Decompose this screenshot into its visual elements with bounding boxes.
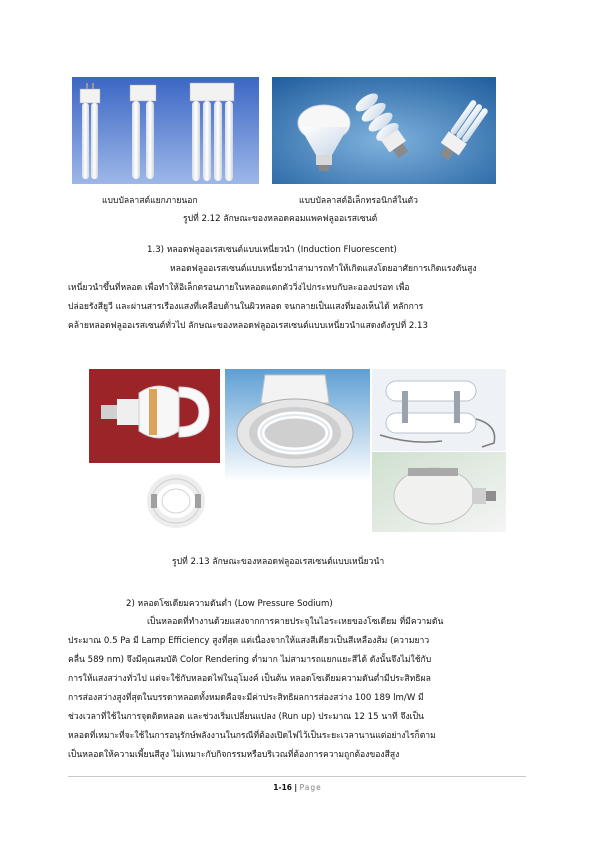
section-1-3-heading: 1.3) หลอดฟลูออเรสเซนต์แบบเหนี่ยวนำ (Induction Fluorescent)	[147, 245, 397, 255]
section-2-heading: 2) หลอดโซเดียมความดันต่ำ (Low Pressure Sodium)	[126, 599, 333, 609]
figure-2-12-right-label: แบบบัลลาสต์อิเล็กทรอนิกส์ในตัว	[299, 196, 418, 206]
cfl-external-ballast-photo	[72, 77, 259, 184]
figure-2-12-left-label: แบบบัลลาสต์แยกภายนอก	[102, 196, 198, 206]
paragraph-line: เป็นหลอดให้ความเพี้ยนสีสูง ไม่เหมาะกับกิจกรรมหรือบริเวณที่ต้องการความถูกต้องของสีสูง	[68, 750, 400, 760]
page-number: 1-16	[273, 783, 293, 792]
figure-2-13-caption: รูปที่ 2.13 ลักษณะของหลอดฟลูออเรสเซนต์แบบเหนี่ยวนำ	[172, 557, 385, 567]
page-footer	[0, 783, 595, 792]
paragraph-line: เป็นหลอดที่ทำงานด้วยแสงจากการคายประจุในไอระเหยของโซเดียม ที่มีความดัน	[147, 617, 444, 627]
paragraph-line: การส่องสว่างสูงที่สุดในบรรดาหลอดทั้งหมดคือจะมีค่าประสิทธิผลการส่องสว่าง 100 189 lm/W มี	[68, 693, 424, 703]
footer-divider	[68, 776, 526, 777]
paragraph-line: เหนี่ยวนำขึ้นที่หลอด เพื่อทำให้อิเล็กตรอนภายในหลอดแตกตัววิ่งไปกระทบกับละอองปรอท เพื่อ	[68, 283, 410, 293]
paragraph-line: ประมาณ 0.5 Pa มี Lamp Efficiency สูงที่สุด แต่เนื่องจากให้แสงสีเดียวเป็นสีเหลืองส้ม (ความยาว	[68, 636, 430, 646]
paragraph-line: การให้แสงสว่างทั่วไป แต่จะใช้กับหลอดไฟในอุโมงค์ เป็นต้น หลอดโซเดียมความดันต่ำมีประสิทธิผล	[68, 674, 431, 684]
paragraph-line: คลื่น 589 nm) จึงมีคุณสมบัติ Color Rendering ต่ำมาก ไม่สามารถแยกแยะสีได้ ดังนั้นจึงไม่ใช้กับ	[68, 655, 432, 665]
induction-lamp-photo-1	[89, 369, 220, 463]
paragraph-line: คล้ายหลอดฟลูออเรสเซนต์ทั่วไป ลักษณะของหลอดฟลูออเรสเซนต์แบบเหนี่ยวนำแสดงดังรูปที่ 2.13	[68, 321, 428, 331]
induction-lamp-photo-4	[372, 452, 506, 532]
paragraph-line: หลอดฟลูออเรสเซนต์แบบเหนี่ยวนำสามารถทำให้เกิดแสงโดยอาศัยการเกิดแรงดันสูง	[170, 264, 477, 274]
footer-page-word: Page	[299, 783, 322, 792]
induction-lamp-photo-3	[372, 369, 506, 451]
induction-lamp-photo-5	[143, 472, 209, 530]
induction-lamp-photo-2	[225, 369, 370, 482]
cfl-integrated-ballast-photo	[272, 77, 496, 184]
footer-separator: |	[294, 783, 298, 792]
paragraph-line: ปล่อยรังสียูวี และผ่านสารเรืองแสงที่เคลือบด้านในผิวหลอด จนกลายเป็นแสงที่มองเห็นได้ หลักการ	[68, 302, 424, 312]
paragraph-line: หลอดที่เหมาะที่จะใช้ในการอนุรักษ์พลังงานในกรณีที่ต้องเปิดไฟไว้เป็นระยะเวลานานแต่อย่างไรก็ตาม	[68, 731, 436, 741]
figure-2-12-caption: รูปที่ 2.12 ลักษณะของหลอดคอมแพคฟลูออเรสเซนต์	[183, 214, 378, 224]
paragraph-line: ช่วงเวลาที่ใช้ในการจุดติดหลอด และช่วงเริ่มเปลี่ยนแปลง (Run up) ประมาณ 12 15 นาที จึงเป็น	[68, 712, 424, 722]
